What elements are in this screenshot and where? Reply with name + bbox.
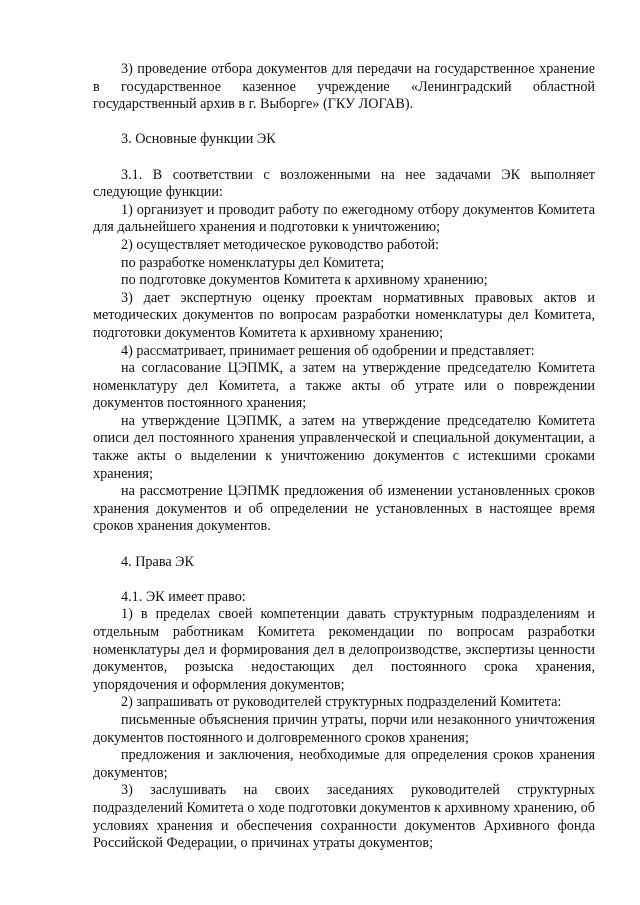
right-item-1: 1) в пределах своей компетенции давать структурным подразделениям и отдельным работникам Комитета рекомендации по вопросам разработки номенклатуры дел и формирования дел в делопроизводстве, экспертизы ценности документов, розыска недостающих дел постоянного срока хранения, упорядочения и оформления документов; <box>93 606 595 693</box>
function-item-4-sub-3: на рассмотрение ЦЭПМК предложения об изменении установленных сроков хранения документов и об определении не установленных в настоящее время сроков хранения документов. <box>93 483 595 535</box>
paragraph-3-item-3: 3) проведение отбора документов для передачи на государственное хранение в государственное казенное учреждение «Ленинградский областной государственный архив в г. Выборге» (ГКУ ЛОГАВ). <box>93 61 595 113</box>
function-item-4-sub-1: на согласование ЦЭПМК, а затем на утверждение председателю Комитета номенклатуру дел Комитета, а также акты об утрате или о повреждении документов постоянного хранения; <box>93 360 595 412</box>
right-item-2-sub-2: предложения и заключения, необходимые для определения сроков хранения документов; <box>93 747 595 781</box>
function-item-3: 3) дает экспертную оценку проектам нормативных правовых актов и методических документов по вопросам разработки номенклатуры дел Комитета, подготовки документов Комитета к архивному хранению; <box>93 289 595 341</box>
document-body <box>93 61 595 853</box>
right-item-3: 3) заслушивать на своих заседаниях руководителей структурных подразделений Комитета о ходе подготовки документов к архивному хранению, об условиях хранения и обеспечения сохранности документов Архивного фонда Российской Федерации, о причинах утраты документов; <box>93 782 595 852</box>
section-heading-4: 4. Права ЭК <box>121 553 195 570</box>
paragraph-3-1: 3.1. В соответствии с возложенными на нее задачами ЭК выполняет следующие функции: <box>93 166 595 201</box>
section-heading-3: 3. Основные функции ЭК <box>121 131 276 148</box>
paragraph-gap <box>93 114 595 132</box>
right-item-2: 2) запрашивать от руководителей структурных подразделений Комитета: <box>121 694 562 711</box>
function-item-4-sub-2: на утверждение ЦЭПМК, а затем на утверждение председателю Комитета описи дел постоянного хранения управленческой и специальной документации, а также акты о выделении к уничтожению документов с истекшими сроками хранения; <box>93 412 595 482</box>
function-item-2-sub-1: по разработке номенклатуры дел Комитета; <box>121 254 385 271</box>
function-item-1: 1) организует и проводит работу по ежегодному отбору документов Комитета для дальнейшего хранения и подготовки к уничтожению; <box>93 201 595 236</box>
function-item-2-sub-2: по подготовке документов Комитета к архивному хранению; <box>121 272 488 289</box>
paragraph-gap <box>93 149 595 167</box>
function-item-2: 2) осуществляет методическое руководство работой: <box>121 236 440 253</box>
function-item-4: 4) рассматривает, принимает решения об одобрении и представляет: <box>121 342 535 359</box>
paragraph-gap <box>93 571 595 589</box>
paragraph-gap <box>93 536 595 554</box>
right-item-2-sub-1: письменные объяснения причин утраты, порчи или незаконного уничтожения документов постоянного и долговременного сроков хранения; <box>93 711 595 746</box>
paragraph-4-1: 4.1. ЭК имеет право: <box>121 588 246 605</box>
